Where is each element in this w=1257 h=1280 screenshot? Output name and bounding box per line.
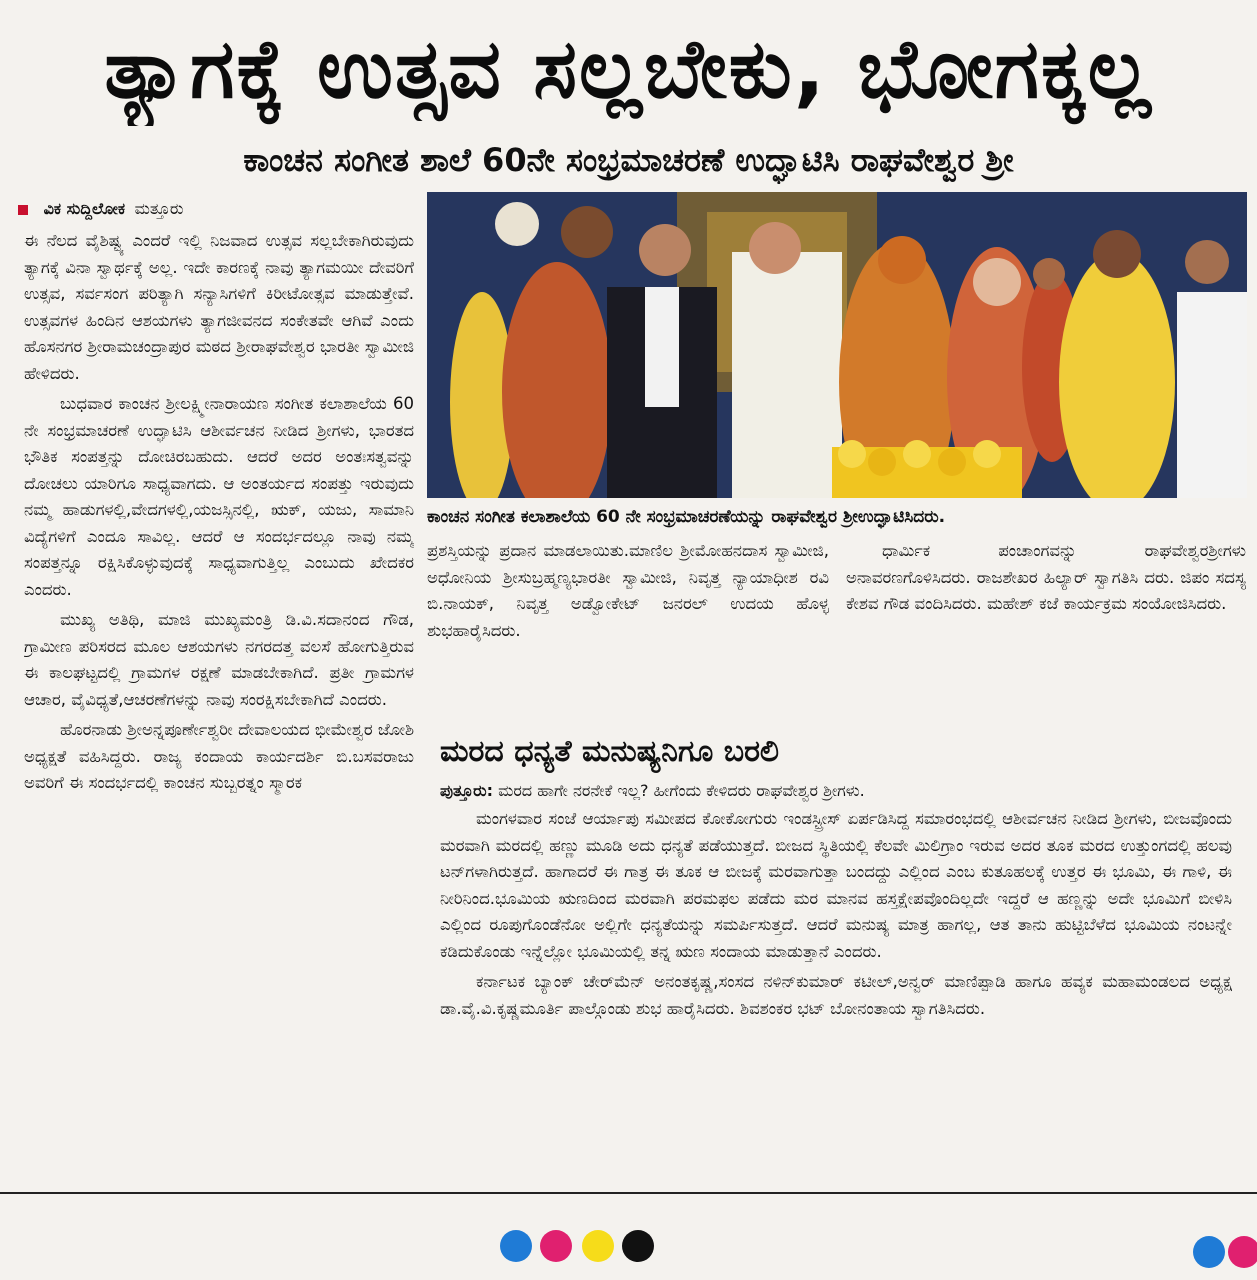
article-paragraph: ಮುಖ್ಯ ಅತಿಥಿ, ಮಾಜಿ ಮುಖ್ಯಮಂತ್ರಿ ಡಿ.ವಿ.ಸದಾನಂದ ಗೌಡ, ಗ್ರಾಮೀಣ ಪರಿಸರದ ಮೂಲ ಆಶಯಗಳು ನಗರದತ್ತ ವಲಸೆ ಹೋಗುತ್ತಿರುವ ಈ ಕಾಲಘಟ್ಟದಲ್ಲಿ ಗ್ರಾಮಗಳ ರಕ್ಷಣೆ ಮಾಡಬೇಕಾಗಿದೆ. ಪ್ರತೀ ಗ್ರಾಮಗಳ ಆಚಾರ, ವೈವಿಧ್ಯತೆ,ಆಚರಣೆಗಳನ್ನು ನಾವು ಸಂರಕ್ಷಿಸಬೇಕಾಗಿದೆ ಎಂದರು. [24, 610, 414, 709]
page-divider [0, 1192, 1257, 1194]
article-paragraph: ಪ್ರಶಸ್ತಿಯನ್ನು ಪ್ರದಾನ ಮಾಡಲಾಯಿತು.ಮಾಣಿಲ ಶ್ರೀಮೋಹನದಾಸ ಸ್ವಾಮೀಜಿ, ಅಧೋನಿಯ ಶ್ರೀಸುಬ್ರಹ್ಮಣ್ಯಭಾರತೀ ಸ್ವಾಮೀಜಿ, ನಿವೃತ್ತ ನ್ಯಾಯಾಧೀಶ ರವಿ ಬಿ.ನಾಯಕ್, ನಿವೃತ್ತ ಅಡ್ವೋಕೇಟ್ ಜನರಲ್ ಉದಯ ಹೊಳ್ಳ ಶುಭಹಾರೈಸಿದರು. [427, 541, 829, 640]
article-paragraph: ಹೊರನಾಡು ಶ್ರೀಅನ್ನಪೂರ್ಣೇಶ್ವರೀ ದೇವಾಲಯದ ಭೀಮೇಶ್ವರ ಜೋಶಿ ಅಧ್ಯಕ್ಷತೆ ವಹಿಸಿದ್ದರು. ರಾಜ್ಯ ಕಂದಾಯ ಕಾರ್ಯದರ್ಶಿ ಬಿ.ಬಸವರಾಜು ಅವರಿಗೆ ಈ ಸಂದರ್ಭದಲ್ಲಿ ಕಾಂಚನ ಸುಬ್ಬರತ್ನಂ ಸ್ಮಾರಕ [24, 720, 414, 792]
sidebar-title: ಮರದ ಧನ್ಯತೆ ಮನುಷ್ಯನಿಗೂ ಬರಲಿ [440, 734, 780, 769]
article-paragraph: ಬುಧವಾರ ಕಾಂಚನ ಶ್ರೀಲಕ್ಷ್ಮೀನಾರಾಯಣ ಸಂಗೀತ ಕಲಾಶಾಲೆಯ 60 ನೇ ಸಂಭ್ರಮಾಚರಣೆ ಉದ್ಘಾಟಿಸಿ ಆಶೀರ್ವಚನ ನೀಡಿದ ಶ್ರೀಗಳು, ಭಾರತದ ಭೌತಿಕ ಸಂಪತ್ತನ್ನು ದೋಚಿರಬಹುದು. ಆದರೆ ಅದರ ಅಂತಃಸತ್ವವನ್ನು ದೋಚಲು ಯಾರಿಗೂ ಸಾಧ್ಯವಾಗದು. ಆ ಅಂತರ್ಯದ ಸಂಪತ್ತು ಇರುವುದು ನಮ್ಮ ಹಾಡುಗಳಲ್ಲಿ,ವೇದಗಳಲ್ಲಿ,ಯಜಸ್ಸಿನಲ್ಲಿ, ಋಕ್, ಯಜು, ಸಾಮಾನಿ ವಿದ್ಯೆಗಳಿಗೆ ಎಂದೂ ಸಾವಿಲ್ಲ. ಆದರೆ ಆ ಸಂದರ್ಭದಲ್ಲೂ ನಾವು ನಮ್ಮ ಸಂಪತ್ತನ್ನೂ ರಕ್ಷಿಸಿಕೊಳ್ಳುವುದಕ್ಕೆ ಸಾಧ್ಯವಾಗುತ್ತಿಲ್ಲ ಎಂಬುದು ಖೇದಕರ ಎಂದರು. [24, 394, 414, 599]
sidebar-lead-text: ಮರದ ಹಾಗೇ ನರನೇಕೆ ಇಲ್ಲ? ಹೀಗೆಂದು ಕೇಳಿದರು ರಾಘವೇಶ್ವರ ಶ್ರೀಗಳು. [498, 781, 865, 800]
article-column-3 [846, 538, 1246, 710]
sidebar-lead-place: ಪುತ್ತೂರು: [440, 781, 494, 800]
byline-place: ಮತ್ತೂರು [134, 199, 184, 218]
sidebar-lead [440, 778, 1240, 804]
article-column-2 [427, 538, 829, 710]
article-paragraph: ಈ ನೆಲದ ವೈಶಿಷ್ಟ್ಯ ಎಂದರೆ ಇಲ್ಲಿ ನಿಜವಾದ ಉತ್ಸವ ಸಲ್ಲಬೇಕಾಗಿರುವುದು ತ್ಯಾಗಕ್ಕೆ ವಿನಾ ಸ್ವಾರ್ಥಕ್ಕೆ ಅಲ್ಲ. ಇದೇ ಕಾರಣಕ್ಕೆ ನಾವು ತ್ಯಾಗಮಯೀ ದೇವರಿಗೆ ಉತ್ಸವ, ಸರ್ವಸಂಗ ಪರಿತ್ಯಾಗಿ ಸನ್ಯಾಸಿಗಳಿಗೆ ಕಿರೀಟೋತ್ಸವ ಮಾಡುತ್ತೇವೆ. ಉತ್ಸವಗಳ ಹಿಂದಿನ ಆಶಯಗಳು ತ್ಯಾಗಜೀವನದ ಸಂಕೇತವೇ ಆಗಿವೆ ಎಂದು ಹೊಸನಗರ ಶ್ರೀರಾಮಚಂದ್ರಾಪುರ ಮಠದ ಶ್ರೀರಾಘವೇಶ್ವರ ಭಾರತೀ ಸ್ವಾಮೀಜಿ ಹೇಳಿದರು. [24, 231, 414, 383]
sidebar-body [440, 806, 1232, 1186]
event-photo [427, 192, 1247, 498]
registration-dot-icon [500, 1230, 532, 1262]
headline: ತ್ಯಾಗಕ್ಕೆ ಉತ್ಸವ ಸಲ್ಲಬೇಕು, ಭೋಗಕ್ಕಲ್ಲ [104, 22, 1153, 117]
article-column-1 [24, 228, 414, 1196]
bullet-square-icon [18, 205, 28, 215]
registration-dot-icon [540, 1230, 572, 1262]
registration-dot-icon [1193, 1236, 1225, 1268]
article-paragraph: ಧಾರ್ಮಿಕ ಪಂಚಾಂಗವನ್ನು ರಾಘವೇಶ್ವರಶ್ರೀಗಳು ಅನಾವರಣಗೊಳಿಸಿದರು. ರಾಜಶೇಖರ ಹಿಲ್ಯಾರ್ ಸ್ವಾಗತಿಸಿ ದರು. ಜಿಪಂ ಸದಸ್ಯ ಕೇಶವ ಗೌಡ ವಂದಿಸಿದರು. ಮಹೇಶ್ ಕಜೆ ಕಾರ್ಯಕ್ರಮ ಸಂಯೋಜಿಸಿದರು. [846, 541, 1246, 613]
registration-dot-icon [622, 1230, 654, 1262]
byline [18, 196, 418, 222]
registration-dot-icon [582, 1230, 614, 1262]
sidebar-paragraph: ಕರ್ನಾಟಕ ಬ್ಯಾಂಕ್ ಚೇರ್‌ಮೆನ್ ಅನಂತಕೃಷ್ಣ,ಸಂಸದ ನಳಿನ್‌ಕುಮಾರ್ ಕಟೀಲ್,ಅನ್ವರ್ ಮಾಣಿಪ್ಪಾಡಿ ಹಾಗೂ ಹವ್ಯಕ ಮಹಾಮಂಡಲದ ಅಧ್ಯಕ್ಷ ಡಾ.ವೈ.ವಿ.ಕೃಷ್ಣಮೂರ್ತಿ ಪಾಲ್ಗೊಂಡು ಶುಭ ಹಾರೈಸಿದರು. ಶಿವಶಂಕರ ಭಟ್ ಬೋನಂತಾಯ ಸ್ವಾಗತಿಸಿದರು. [440, 972, 1232, 1018]
registration-dot-icon [1228, 1236, 1257, 1268]
event-photo-illustration [427, 192, 1247, 498]
sidebar-paragraph: ಮಂಗಳವಾರ ಸಂಜೆ ಆರ್ಯಾಪು ಸಮೀಪದ ಕೋಕೋಗುರು ಇಂಡಸ್ಟ್ರೀಸ್ ಏರ್ಪಡಿಸಿದ್ದ ಸಮಾರಂಭದಲ್ಲಿ ಆಶೀರ್ವಚನ ನೀಡಿದ ಶ್ರೀಗಳು, ಬೀಜವೊಂದು ಮರವಾಗಿ ಮರದಲ್ಲಿ ಹಣ್ಣು ಮೂಡಿ ಅದು ಧನ್ಯತೆ ಪಡೆಯುತ್ತದೆ. ಬೀಜದ ಸ್ಥಿತಿಯಲ್ಲಿ ಕೆಲವೇ ಮಿಲಿಗ್ರಾಂ ಇರುವ ಅದರ ತೂಕ ಮರದ ಉತ್ತುಂಗದಲ್ಲಿ ಹಲವು ಟನ್‌ಗಳಾಗಿರುತ್ತದೆ. ಹಾಗಾದರೆ ಈ ಗಾತ್ರ ಈ ತೂಕ ಆ ಬೀಜಕ್ಕೆ ಮರವಾಗುತ್ತಾ ಬಂದದ್ದು ಎಲ್ಲಿಂದ ಎಂಬ ಕುತೂಹಲಕ್ಕೆ ಉತ್ತರ ಈ ಭೂಮಿ, ಈ ಗಾಳಿ, ಈ ನೀರಿನಿಂದ.ಭೂಮಿಯ ಋಣದಿಂದ ಮರವಾಗಿ ಪರಮಫಲ ಪಡೆದು ಮರ ಮಾನವ ಹಸ್ತಕ್ಷೇಪವೊಂದಿಲ್ಲದೇ ಇದ್ದರೆ ಆ ಹಣ್ಣನ್ನು ಅದೇ ಭೂಮಿಗೆ ಬೀಳಿಸಿ ಎಲ್ಲಿಂದ ರೂಪುಗೊಂಡೆನೋ ಅಲ್ಲಿಗೇ ಧನ್ಯತೆಯನ್ನು ಸಮರ್ಪಿಸುತ್ತದೆ. ಆದರೆ ಮನುಷ್ಯ ಮಾತ್ರ ಹಾಗಲ್ಲ, ಆತ ತಾನು ಹುಟ್ಟಿಬೆಳೆದ ಭೂಮಿಯ ನಂಟನ್ನೇ ಕಡಿದುಕೊಂಡು ಇನ್ನೆಲ್ಲೋ ಭೂಮಿಯಲ್ಲಿ ತನ್ನ ಋಣ ಸಂದಾಯ ಮಾಡುತ್ತಾನೆ ಎಂದರು. [440, 809, 1232, 961]
byline-source: ವಿಕ ಸುದ್ದಿಲೋಕ [43, 199, 126, 218]
photo-caption: ಕಾಂಚನ ಸಂಗೀತ ಕಲಾಶಾಲೆಯ 60 ನೇ ಸಂಭ್ರಮಾಚರಣೆಯನ್ನು ರಾಘವೇಶ್ವರ ಶ್ರೀಉದ್ಘಾಟಿಸಿದರು. [427, 507, 946, 527]
subheadline: ಕಾಂಚನ ಸಂಗೀತ ಶಾಲೆ 60ನೇ ಸಂಭ್ರಮಾಚರಣೆ ಉದ್ಘಾಟಿಸಿ ರಾಘವೇಶ್ವರ ಶ್ರೀ [243, 141, 1014, 179]
